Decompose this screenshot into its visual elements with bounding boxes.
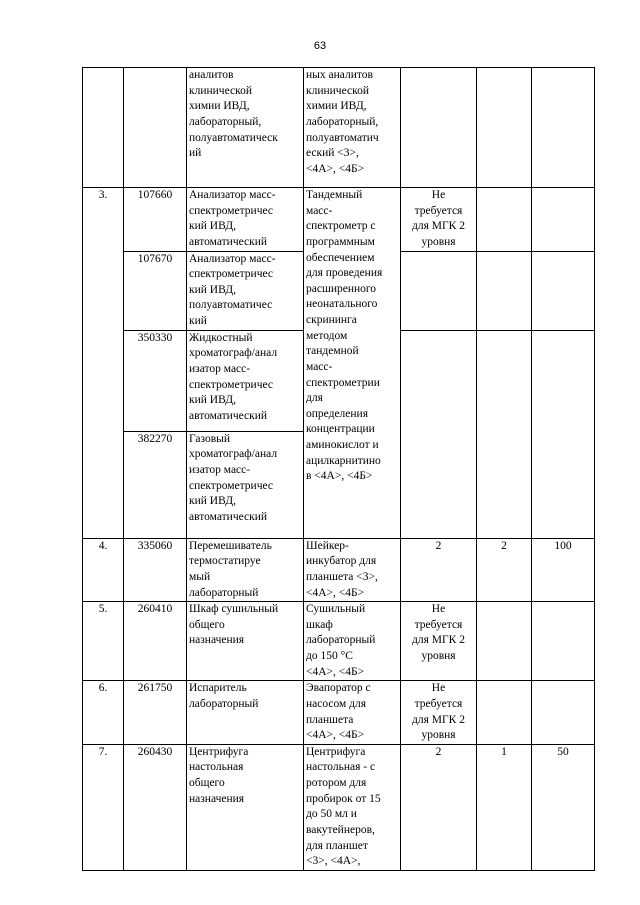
name-text: аналитов клинической химии ИВД, лабораторный, полуавтоматическ ий [189,69,278,160]
code-text: 335060 [137,539,173,552]
name-text: Анализатор масс- спектрометричес кий ИВД, полуавтоматичес кий [189,252,276,327]
qty-cell [532,602,595,681]
name-text: Газовый хроматограф/анал изатор масс- спектрометричес кий ИВД, автоматический [189,432,278,523]
code-cell [124,538,187,602]
row-number-cell [83,744,124,870]
equipment-table [82,67,595,871]
name-cell [187,744,304,870]
name-cell [187,538,304,602]
name-text: Испаритель лабораторный [189,682,259,710]
qty-value: 2 [501,539,507,552]
name-text: Перемешиватель термостатируе мый лабораторный [189,539,272,599]
spec-cell [304,68,401,188]
code-cell [124,68,187,188]
spec-cell [304,744,401,870]
code-text: 107660 [137,189,173,201]
name-cell [187,68,304,188]
qty-value: 2 [435,539,442,552]
table-row [83,744,595,870]
row-number-cell [83,681,124,745]
name-cell [187,681,304,745]
code-cell [124,602,187,681]
spec-cell [304,681,401,745]
code-cell [124,744,187,870]
spec-cell [304,188,401,539]
name-cell [187,602,304,681]
spec-text: Шейкер- инкубатор для планшета <3>, <4А>, <4Б> [306,539,378,599]
name-text: Шкаф сушильный общего назначения [189,603,279,647]
code-text: 107670 [137,252,173,265]
row-number-cell [83,602,124,681]
qty-cell [477,681,532,745]
code-cell [124,431,187,538]
table-row [83,538,595,602]
name-text: Анализатор масс- спектрометричес кий ИВД, автоматический [189,189,276,248]
qty-cell [477,330,532,538]
code-text: 382270 [137,432,173,445]
qty-cell [477,538,532,602]
code-cell [124,681,187,745]
code-text: 260430 [137,745,173,758]
qty-cell [477,744,532,870]
qty-cell [477,602,532,681]
qty-cell [401,681,477,745]
qty-cell [477,188,532,252]
name-text: Центрифуга настольная общего назначения [189,745,249,805]
code-cell [124,188,187,252]
qty-cell [532,68,595,188]
qty-cell [401,330,477,538]
qty-cell [477,68,532,188]
qty-cell [532,188,595,252]
table-row [83,188,595,252]
code-text: 350330 [137,331,173,344]
code-cell [124,330,187,431]
row-number: 5. [98,603,108,616]
code-text: 261750 [137,682,173,695]
qty-value: 2 [435,745,442,758]
row-number-cell [83,188,124,539]
table-row [83,681,595,745]
qty-cell [401,68,477,188]
spec-text: Центрифуга настольная - с ротором для пробирок от 15 до 50 мл и вакутейнеров, для планшет <3>, <4А>, [306,745,381,868]
table-row [83,68,595,188]
spec-text: Сушильный шкаф лабораторный до 150 °С <4А>, <4Б> [306,603,376,678]
qty-cell [401,538,477,602]
qty-cell [401,744,477,870]
qty-value: 1 [501,745,507,758]
spec-cell [304,602,401,681]
row-number: 6. [98,682,108,695]
spec-text: Тандемный масс- спектрометр с программным обеспечением для проведения расширенного неонатального скрининга методом тандемной масс- спектрометрии для определения концентрации аминокислот и ацилкарнитино в <4А>, <4Б> [306,189,383,483]
qty-cell [477,251,532,330]
name-cell [187,330,304,431]
name-cell [187,431,304,538]
row-number: 7. [98,745,108,758]
row-number-cell [83,68,124,188]
code-text: 260410 [137,603,173,616]
name-text: Жидкостный хроматограф/анал изатор масс- спектрометричес кий ИВД, автоматический [189,331,278,422]
page-number: 63 [313,40,327,52]
row-number: 4. [98,539,108,552]
requirement-text: Не требуется для МГК 2 уровня [412,682,465,742]
requirement-text: Не требуется для МГК 2 уровня [412,603,465,662]
qty-cell [532,744,595,870]
qty-cell [532,538,595,602]
requirement-text: Не требуется для МГК 2 уровня [412,189,465,248]
row-number-cell [83,538,124,602]
spec-text: ных аналитов клинической химии ИВД, лабораторный, полуавтоматич еский <3>, <4А>, <4Б> [306,69,379,175]
qty-cell [532,681,595,745]
qty-cell [532,251,595,330]
spec-text: Эвапоратор с насосом для планшета <4А>, <4Б> [306,682,371,742]
name-cell [187,188,304,252]
qty-cell [532,330,595,538]
qty-value: 100 [554,539,572,552]
qty-cell [401,251,477,330]
code-cell [124,251,187,330]
qty-cell [401,602,477,681]
table-row [83,602,595,681]
name-cell [187,251,304,330]
qty-value: 50 [557,745,569,758]
spec-cell [304,538,401,602]
row-number: 3. [98,189,108,201]
qty-cell [401,188,477,252]
